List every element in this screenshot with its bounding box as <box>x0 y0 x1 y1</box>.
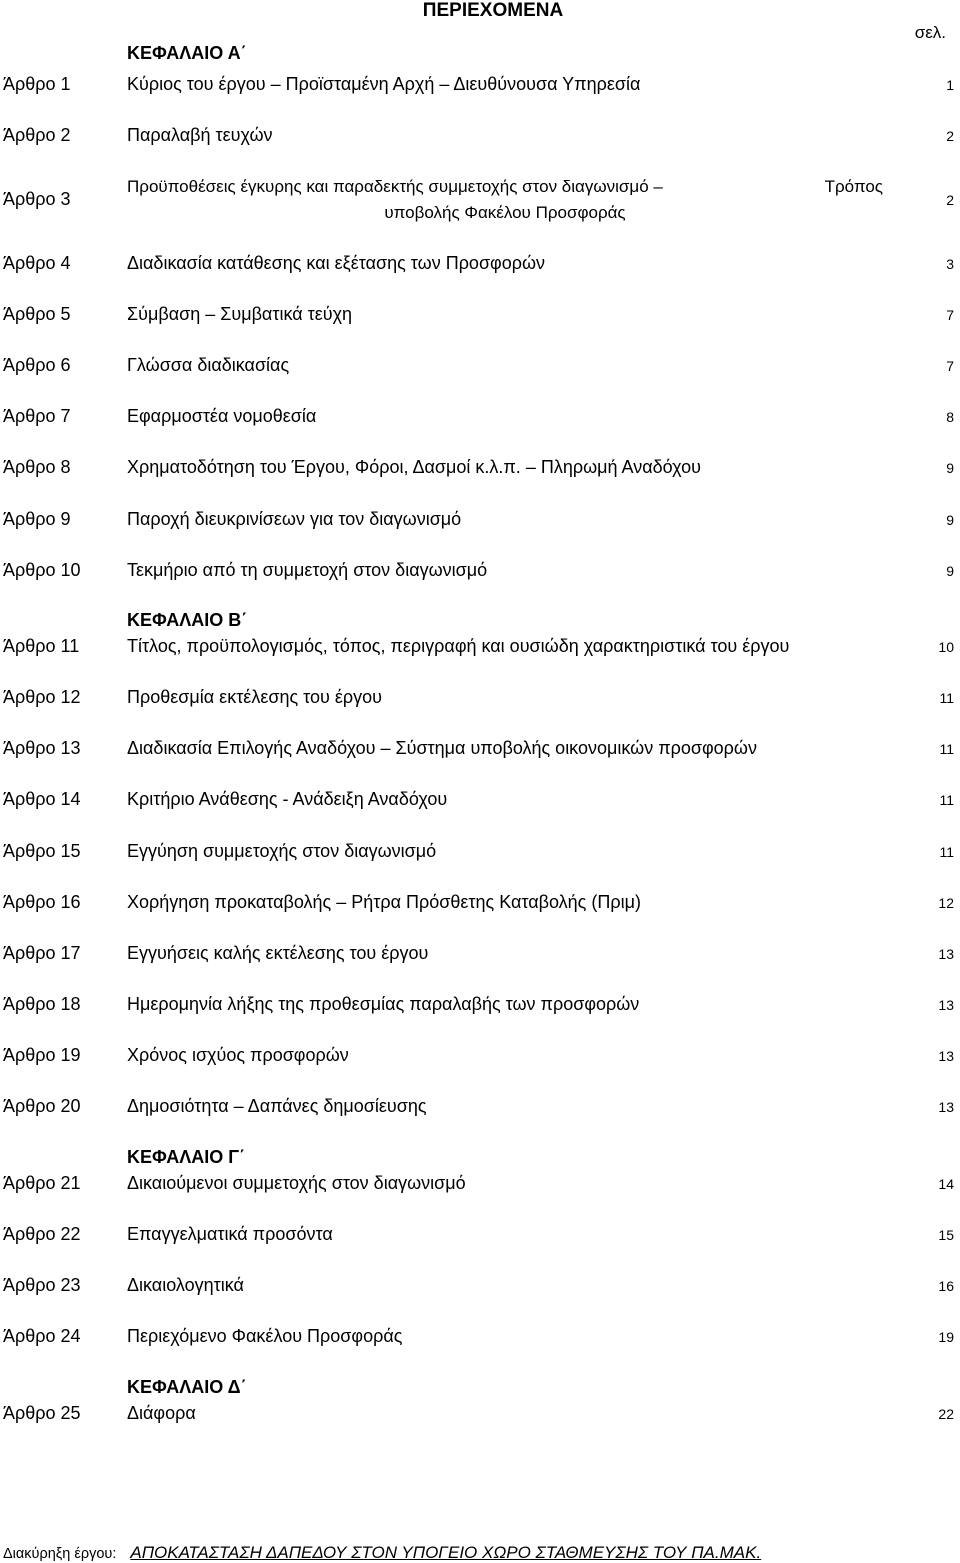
article-title: Κριτήριο Ανάθεσης - Ανάδειξη Αναδόχου <box>127 789 448 809</box>
article-title: Χορήγηση προκαταβολής – Ρήτρα Πρόσθετης Καταβολής (Πριμ) <box>127 892 641 912</box>
page-number: 22 <box>938 1406 954 1422</box>
page-number: 9 <box>946 460 954 476</box>
page-number: 9 <box>946 563 954 579</box>
article-number: Άρθρο 11 <box>3 636 80 656</box>
chapter-heading-b: ΚΕΦΑΛΑΙΟ Β΄ <box>127 610 248 630</box>
article-number: Άρθρο 20 <box>3 1096 81 1116</box>
article-title: Εγγυήσεις καλής εκτέλεσης του έργου <box>127 943 429 963</box>
article-number: Άρθρο 9 <box>3 509 71 529</box>
article-number: Άρθρο 1 <box>3 74 71 94</box>
page-column-header: σελ. <box>914 23 946 42</box>
page-number: 2 <box>946 128 954 144</box>
article-title: Διαδικασία κατάθεσης και εξέτασης των Προσφορών <box>127 253 546 273</box>
article-title-line1-text: Προϋποθέσεις έγκυρης και παραδεκτής συμμετοχής στον διαγωνισμό – <box>127 177 663 196</box>
page-number: 7 <box>946 307 954 323</box>
page-number: 11 <box>939 792 954 808</box>
page-number: 13 <box>938 946 954 962</box>
article-number: Άρθρο 8 <box>3 457 71 477</box>
page-number: 11 <box>939 690 954 706</box>
page-number: 1 <box>946 77 954 93</box>
article-title: Επαγγελματικά προσόντα <box>127 1224 333 1244</box>
page-number: 14 <box>938 1176 954 1192</box>
article-number: Άρθρο 21 <box>3 1173 81 1193</box>
article-number: Άρθρο 14 <box>3 789 81 809</box>
page-number: 19 <box>938 1329 954 1345</box>
article-number: Άρθρο 4 <box>3 253 71 273</box>
article-number: Άρθρο 17 <box>3 943 81 963</box>
article-title: Δημοσιότητα – Δαπάνες δημοσίευσης <box>127 1096 427 1116</box>
article-title: Σύμβαση – Συμβατικά τεύχη <box>127 304 353 324</box>
page-number: 13 <box>938 1099 954 1115</box>
article-number: Άρθρο 16 <box>3 892 81 912</box>
article-title: Εφαρμοστέα νομοθεσία <box>127 406 317 426</box>
article-number: Άρθρο 24 <box>3 1326 81 1346</box>
article-number: Άρθρο 2 <box>3 125 71 145</box>
article-title-multiline <box>127 174 883 226</box>
page-number: 3 <box>946 256 954 272</box>
article-title-line2: υποβολής Φακέλου Προσφοράς <box>384 203 626 222</box>
article-title: Γλώσσα διαδικασίας <box>127 355 290 375</box>
article-title: Περιεχόμενο Φακέλου Προσφοράς <box>127 1326 403 1346</box>
article-title: Διάφορα <box>127 1403 196 1423</box>
page-number: 11 <box>939 741 954 757</box>
article-number: Άρθρο 25 <box>3 1403 81 1423</box>
article-number: Άρθρο 15 <box>3 841 81 861</box>
article-title: Χρόνος ισχύος προσφορών <box>127 1045 349 1065</box>
chapter-heading-d: ΚΕΦΑΛΑΙΟ Δ΄ <box>127 1377 247 1397</box>
page-number: 12 <box>938 895 954 911</box>
page-number: 16 <box>938 1278 954 1294</box>
article-number: Άρθρο 7 <box>3 406 71 426</box>
page-number: 11 <box>939 844 954 860</box>
chapter-heading-a: ΚΕΦΑΛΑΙΟ Α΄ <box>127 43 247 63</box>
article-title: Τίτλος, προϋπολογισμός, τόπος, περιγραφή και ουσιώδη χαρακτηριστικά του έργου <box>127 636 790 656</box>
article-number: Άρθρο 5 <box>3 304 71 324</box>
page-number: 7 <box>946 358 954 374</box>
article-number: Άρθρο 19 <box>3 1045 81 1065</box>
article-number: Άρθρο 10 <box>3 560 81 580</box>
article-title: Δικαιολογητικά <box>127 1275 244 1295</box>
chapter-heading-c: ΚΕΦΑΛΑΙΟ Γ΄ <box>127 1147 246 1167</box>
article-title: Δικαιούμενοι συμμετοχής στον διαγωνισμό <box>127 1173 466 1193</box>
page-number: 15 <box>938 1227 954 1243</box>
page-number: 13 <box>938 1048 954 1064</box>
article-number: Άρθρο 13 <box>3 738 81 758</box>
article-number: Άρθρο 6 <box>3 355 71 375</box>
article-number: Άρθρο 3 <box>3 189 71 209</box>
article-title: Τεκμήριο από τη συμμετοχή στον διαγωνισμό <box>127 560 488 580</box>
article-number: Άρθρο 18 <box>3 994 81 1014</box>
footer-project-name: ΑΠΟΚΑΤΑΣΤΑΣΗ ΔΑΠΕΔΟΥ ΣΤΟΝ ΥΠΟΓΕΙΟ ΧΩΡΟ ΣΤΑΘΜΕΥΣΗΣ ΤΟΥ ΠΑ.ΜΑΚ. <box>130 1543 762 1562</box>
article-title: Παροχή διευκρινίσεων για τον διαγωνισμό <box>127 509 462 529</box>
article-title: Παραλαβή τευχών <box>127 125 273 145</box>
page-number: 9 <box>946 512 954 528</box>
article-title: Εγγύηση συμμετοχής στον διαγωνισμό <box>127 841 437 861</box>
article-number: Άρθρο 22 <box>3 1224 81 1244</box>
article-title: Χρηματοδότηση του Έργου, Φόροι, Δασμοί κ.λ.π. – Πληρωμή Αναδόχου <box>127 457 701 477</box>
page-footer <box>3 1543 761 1563</box>
article-title-line1 <box>127 174 883 200</box>
toc-title: ΠΕΡΙΕΧΟΜΕΝΑ <box>422 0 564 21</box>
footer-label: Διακύρηξη έργου: <box>3 1546 117 1562</box>
article-title: Κύριος του έργου – Προϊσταμένη Αρχή – Διευθύνουσα Υπηρεσία <box>127 74 641 94</box>
page-number: 10 <box>938 639 954 655</box>
article-number: Άρθρο 12 <box>3 687 81 707</box>
page-number: 13 <box>938 997 954 1013</box>
page-number: 2 <box>946 192 954 208</box>
article-title: Προθεσμία εκτέλεσης του έργου <box>127 687 382 707</box>
article-title: Διαδικασία Επιλογής Αναδόχου – Σύστημα υποβολής οικονομικών προσφορών <box>127 738 757 758</box>
page-number: 8 <box>946 409 954 425</box>
article-title: Ημερομηνία λήξης της προθεσμίας παραλαβής των προσφορών <box>127 994 640 1014</box>
article-title-line1-end: Τρόπος <box>824 177 883 196</box>
article-number: Άρθρο 23 <box>3 1275 81 1295</box>
